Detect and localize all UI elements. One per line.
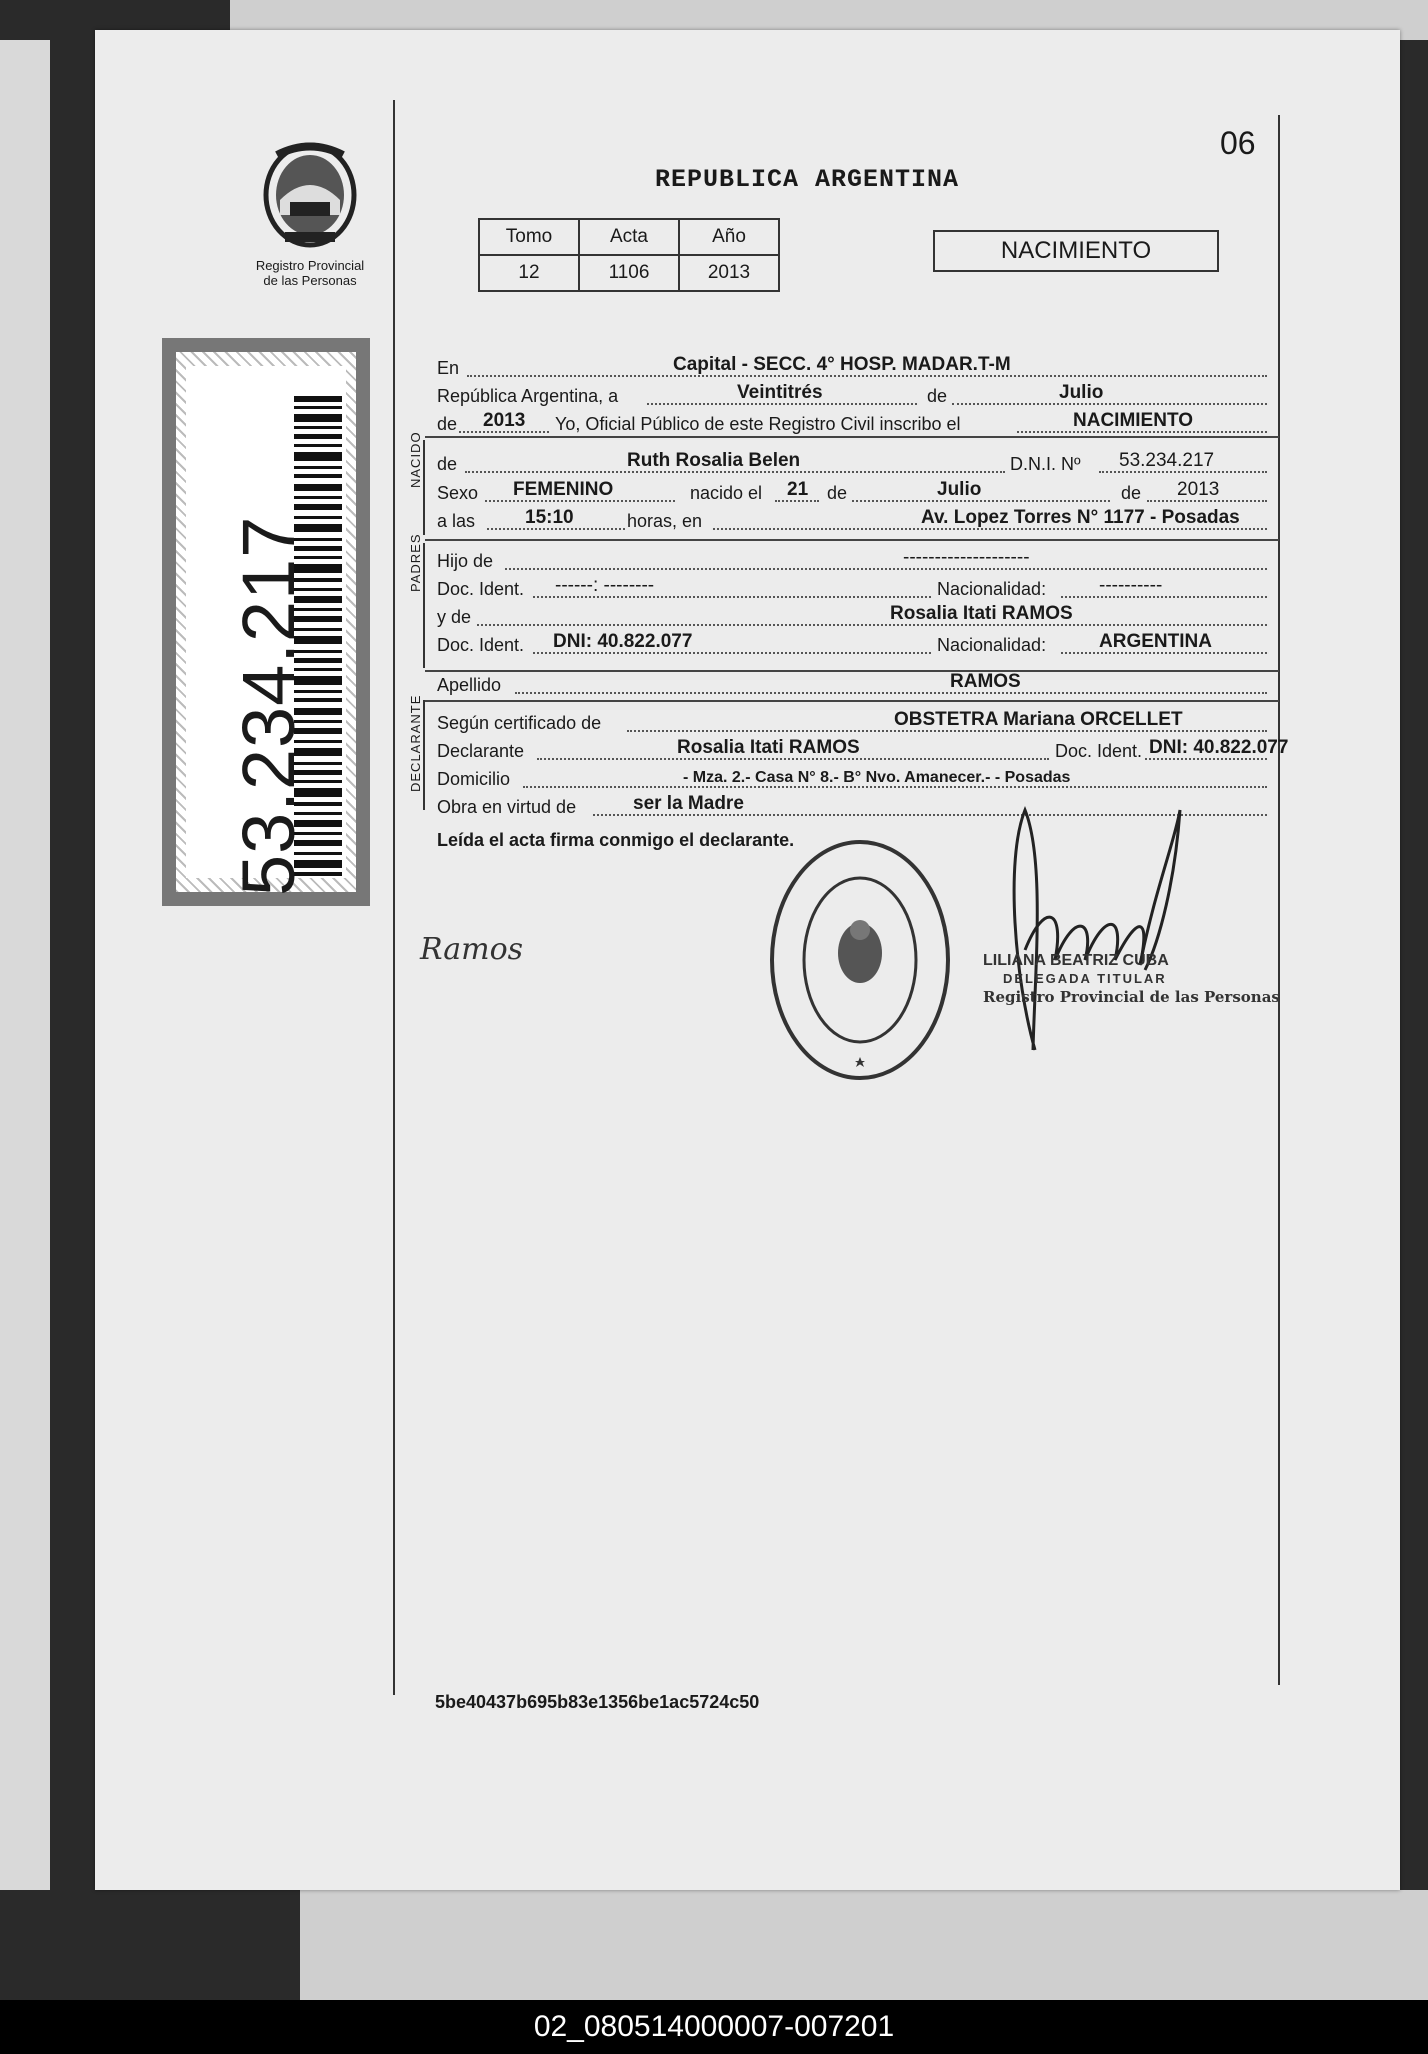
field-label: Doc. Ident. [1055,741,1143,761]
field-value-sex: FEMENINO [513,479,614,500]
field-value-reason: ser la Madre [633,793,744,814]
field-value-name: Ruth Rosalia Belen [627,450,801,471]
dotted-line [477,624,1267,626]
field-label: Domicilio [437,769,511,789]
section-rule [425,700,1279,702]
registry-caption-line: Registro Provincial [255,258,365,273]
field-row-domicilio [437,766,1267,792]
field-value-declarant: Rosalia Itati RAMOS [677,737,860,758]
field-label: En [437,358,460,378]
field-label: Declarante [437,741,525,761]
field-value-father: -------------------- [903,547,1030,568]
field-label: de [437,414,458,434]
field-row-hora [437,508,1267,534]
field-value-month: Julio [1059,382,1104,403]
field-label: Según certificado de [437,713,602,733]
declarante-section-bar [423,700,425,810]
field-row-doc-madre [437,632,1267,658]
field-value-mother-nationality: ARGENTINA [1099,631,1212,652]
dotted-line [1061,596,1267,598]
registry-caption [215,258,405,288]
declarante-section-label: DECLARANTE [408,694,423,792]
field-label: Nacionalidad: [937,635,1047,655]
birth-certificate-page [95,30,1400,1890]
field-row-hijo [437,548,1267,574]
reference-value-row [479,255,779,291]
field-value-birth-year: 2013 [1177,479,1220,500]
field-row-certificado [437,710,1267,736]
official-signatory [983,952,1280,1006]
field-label: Nacionalidad: [937,579,1047,599]
dotted-line [515,692,1267,694]
signature-statement: Leída el acta firma conmigo el declarante. [437,830,795,850]
reference-header-tomo: Tomo [479,219,579,255]
scan-caption: 02_080514000007-007201 [0,2000,1428,2054]
background-sheet-left [0,40,50,1890]
dotted-line [952,403,1267,405]
reference-value-anio: 2013 [679,255,779,291]
field-row-doc-padre [437,576,1267,602]
field-value-birth-month: Julio [937,479,982,500]
field-value-birth-day: 21 [787,479,809,500]
field-label: nacido el [690,483,763,503]
field-value-surname: RAMOS [950,671,1021,692]
field-row-en [437,355,1267,381]
handwritten-note: Ramos [420,932,524,967]
field-value-time: 15:10 [525,507,574,528]
field-label: a las [437,511,476,531]
field-label: República Argentina, a [437,386,619,406]
official-office: Registro Provincial de las Personas [983,988,1280,1006]
reference-value-tomo: 12 [479,255,579,291]
right-margin-rule [1278,115,1280,1685]
field-row-republica [437,383,1267,409]
nacido-section-label: NACIDO [408,431,423,488]
padres-section-label: PADRES [408,533,423,592]
document-title: REPUBLICA ARGENTINA [655,165,960,194]
reference-header-anio: Año [679,219,779,255]
field-label: Doc. Ident. [437,635,525,655]
barcode-number: 53.234.217 [227,515,310,896]
nacido-section-bar [423,440,425,535]
dotted-line [505,568,1267,570]
page-number: 06 [1220,125,1256,161]
field-label: Doc. Ident. [437,579,525,599]
field-value-act: NACIMIENTO [1073,410,1193,431]
field-label: Hijo de [437,551,494,571]
official-role: DELEGADA TITULAR [1003,971,1167,986]
field-label: y de [437,607,472,627]
field-row-nombre [437,451,1267,477]
field-row-oficial [437,411,1267,437]
provincial-coat-of-arms-icon [255,140,365,250]
field-row-madre [437,604,1267,630]
field-value-father-doc: ------: -------- [555,575,655,596]
official-seal-icon [765,835,955,1085]
field-label: de [827,483,848,503]
field-label: de [927,386,948,406]
official-name: LILIANA BEATRIZ CUBA [983,952,1169,969]
reference-value-acta: 1106 [579,255,679,291]
field-value-dni: 53.234.217 [1119,450,1215,471]
field-value-birthplace: Av. Lopez Torres N° 1177 - Posadas [921,507,1240,528]
field-row-sexo [437,480,1267,506]
field-label: de [437,454,458,474]
section-rule [425,539,1279,541]
field-label: Sexo [437,483,479,503]
field-label: Yo, Oficial Público de este Registro Civil inscribo el [555,414,961,434]
padres-section-bar [423,543,425,668]
field-row-apellido [437,672,1267,698]
field-value-place: Capital - SECC. 4° HOSP. MADAR.T-M [673,354,1011,375]
barcode-label-inner [186,366,346,896]
field-value-day: Veintitrés [737,382,823,403]
field-value-address: - Mza. 2.- Casa N° 8.- B° Nvo. Amanecer.- - Posadas [683,769,1071,786]
left-margin-rule [393,100,395,1695]
field-value-certificate: OBSTETRA Mariana ORCELLET [894,709,1183,730]
field-value-mother-doc: DNI: 40.822.077 [553,631,693,652]
field-label: Apellido [437,675,502,695]
handwritten-signature-icon [975,800,1205,1080]
registry-caption-line: de las Personas [263,273,357,288]
field-label: de [1121,483,1142,503]
background-surface-bottom [300,1890,1428,2000]
barcode-label [162,338,370,906]
field-value-year: 2013 [483,410,526,431]
registry-reference-table [478,218,780,292]
reference-header-row [479,219,779,255]
reference-header-acta: Acta [579,219,679,255]
field-value-father-nationality: ---------- [1099,575,1163,596]
document-hash: 5be40437b695b83e1356be1ac5724c50 [435,1692,760,1712]
act-type-box: NACIMIENTO [933,230,1219,272]
field-value-mother: Rosalia Itati RAMOS [890,603,1073,624]
field-label: horas, en [627,511,703,531]
field-label: D.N.I. Nº [1010,454,1081,474]
field-row-declarante [437,737,1289,764]
field-label: Obra en virtud de [437,797,577,817]
field-value-declarant-doc: DNI: 40.822.077 [1149,737,1289,758]
